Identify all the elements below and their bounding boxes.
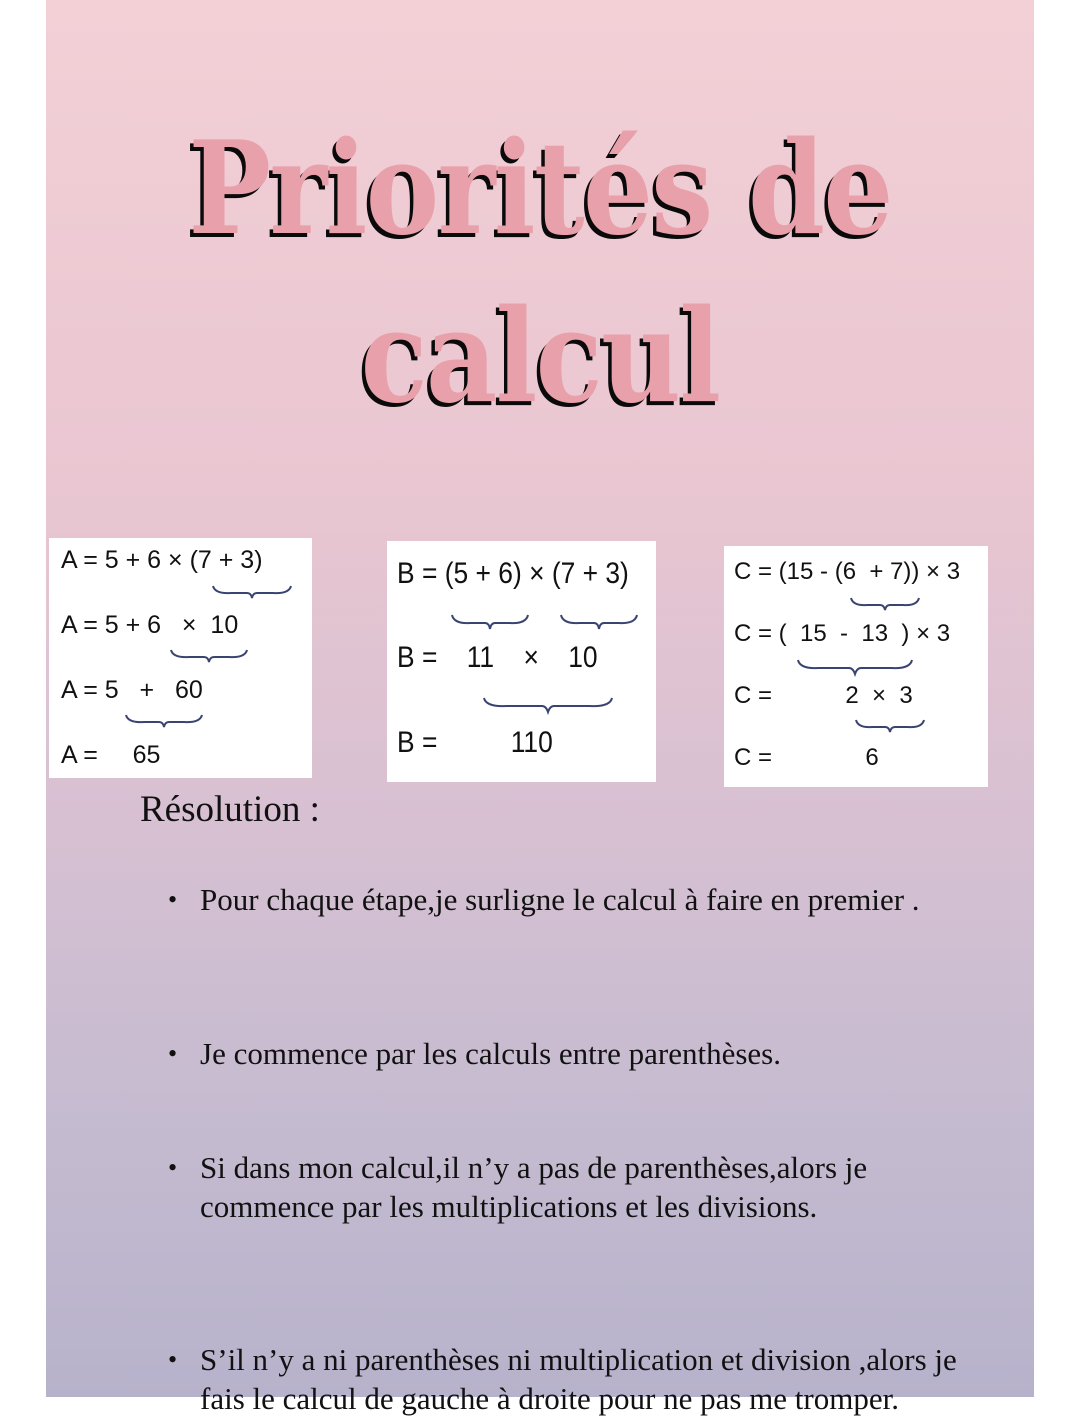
list-item-text: Si dans mon calcul,il n’y a pas de parenthèses,alors je commence par les multiplications et les divisions. bbox=[200, 1150, 868, 1224]
brace-icon bbox=[559, 613, 639, 631]
brace-icon bbox=[124, 713, 204, 729]
example-c-line-2: C = ( 15 - 13 ) × 3 bbox=[734, 620, 951, 647]
page-title bbox=[115, 105, 965, 441]
example-a-line-3: A = 5 + 60 bbox=[61, 676, 203, 704]
brace-icon bbox=[854, 718, 926, 734]
rules-list bbox=[168, 876, 957, 1416]
list-item-text: S’il n’y a ni parenthèses ni multiplication et division ,alors je fais le calcul de gauche à droite pour ne pas me tromper. bbox=[200, 1342, 957, 1416]
example-b-box bbox=[387, 541, 656, 782]
list-item-text: Pour chaque étape,je surligne le calcul à faire en premier . bbox=[200, 882, 920, 917]
brace-icon bbox=[169, 648, 249, 664]
list-item bbox=[168, 1035, 960, 1074]
example-a-box bbox=[49, 538, 312, 778]
example-b-line-1: B = (5 + 6) × (7 + 3) bbox=[397, 557, 629, 590]
example-a-line-1: A = 5 + 6 × (7 + 3) bbox=[61, 546, 263, 574]
brace-icon bbox=[482, 696, 614, 714]
title-line-2: calcul bbox=[360, 282, 720, 432]
bullet-icon: • bbox=[168, 1038, 178, 1068]
brace-icon bbox=[849, 596, 921, 612]
title-line-1: Priorités de bbox=[188, 114, 892, 264]
list-item bbox=[168, 881, 960, 920]
bullet-icon: • bbox=[168, 1153, 178, 1182]
example-b-line-2: B = 11 × 10 bbox=[397, 641, 598, 674]
resolution-heading: Résolution : bbox=[140, 789, 320, 830]
list-item-text: Je commence par les calculs entre parenthèses. bbox=[200, 1035, 781, 1071]
brace-icon bbox=[211, 584, 293, 600]
list-item bbox=[168, 1341, 960, 1418]
list-item bbox=[168, 1149, 960, 1226]
example-c-line-3: C = 2 × 3 bbox=[734, 682, 913, 709]
brace-icon bbox=[796, 658, 914, 676]
example-a-line-2: A = 5 + 6 × 10 bbox=[61, 611, 239, 639]
brace-icon bbox=[450, 613, 530, 631]
example-c-box bbox=[724, 546, 988, 787]
bullet-icon: • bbox=[168, 1345, 178, 1374]
bullet-icon: • bbox=[168, 885, 178, 914]
example-b-line-3: B = 110 bbox=[397, 726, 553, 759]
example-c-line-1: C = (15 - (6 + 7)) × 3 bbox=[734, 558, 961, 585]
example-a-line-4: A = 65 bbox=[61, 741, 161, 769]
example-c-line-4: C = 6 bbox=[734, 744, 879, 771]
